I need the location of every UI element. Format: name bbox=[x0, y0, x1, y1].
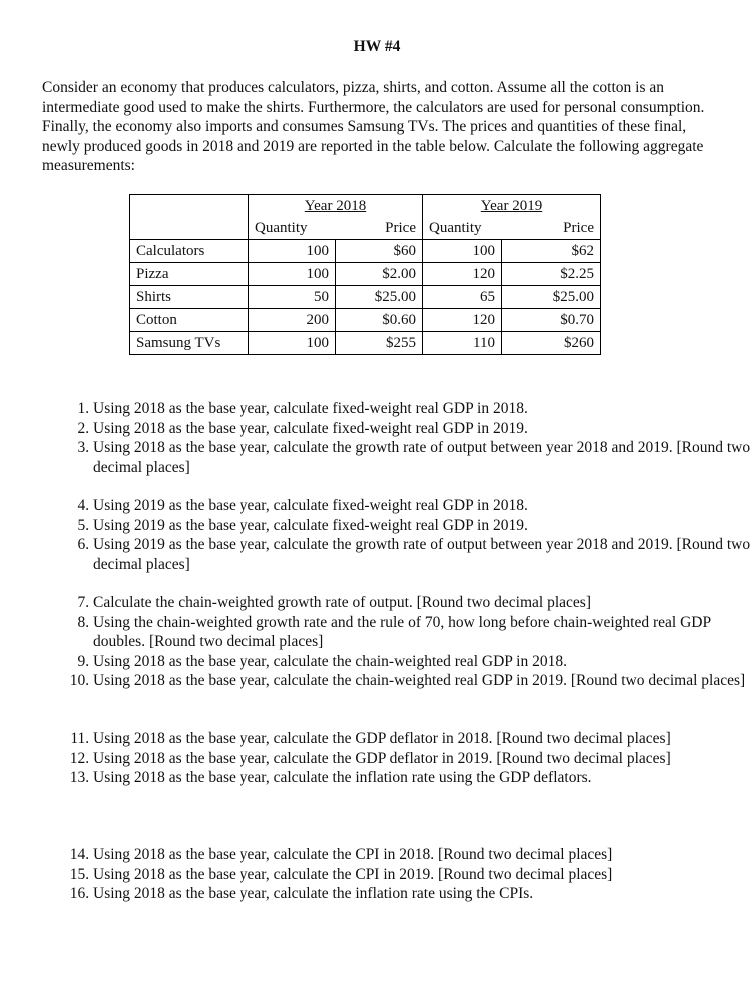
quantity-2018-cell: 100 bbox=[249, 263, 336, 286]
question-item: 11. Using 2018 as the base year, calculate the GDP deflator in 2018. [Round two decimal places] bbox=[93, 729, 753, 749]
price-2018-header: Price bbox=[336, 217, 423, 240]
question-group bbox=[42, 399, 753, 477]
question-item: 4. Using 2019 as the base year, calculate fixed-weight real GDP in 2018. bbox=[93, 496, 753, 516]
year-2018-header: Year 2018 bbox=[249, 195, 423, 218]
price-2019-cell: $0.70 bbox=[502, 309, 601, 332]
page-title: HW #4 bbox=[353, 38, 401, 55]
question-item: 12. Using 2018 as the base year, calculate the GDP deflator in 2019. [Round two decimal places] bbox=[93, 749, 753, 769]
price-2019-cell: $62 bbox=[502, 240, 601, 263]
quantity-2019-cell: 120 bbox=[423, 309, 502, 332]
table-body bbox=[130, 240, 601, 355]
table-corner-cell bbox=[130, 195, 249, 240]
question-item: 5. Using 2019 as the base year, calculate fixed-weight real GDP in 2019. bbox=[93, 516, 753, 536]
question-item: 10. Using 2018 as the base year, calculate the chain-weighted real GDP in 2019. [Round two decimal places] bbox=[93, 671, 753, 691]
table-row bbox=[130, 263, 601, 286]
table-row bbox=[130, 309, 601, 332]
table-row bbox=[130, 240, 601, 263]
question-item: 7. Calculate the chain-weighted growth rate of output. [Round two decimal places] bbox=[93, 593, 753, 613]
row-label: Cotton bbox=[130, 309, 249, 332]
row-label: Shirts bbox=[130, 286, 249, 309]
question-group bbox=[42, 593, 753, 691]
quantity-2019-cell: 65 bbox=[423, 286, 502, 309]
table-year-header-row bbox=[130, 195, 601, 218]
price-2018-cell: $2.00 bbox=[336, 263, 423, 286]
question-group bbox=[42, 729, 753, 788]
quantity-2019-cell: 110 bbox=[423, 332, 502, 355]
row-label: Samsung TVs bbox=[130, 332, 249, 355]
quantity-2019-cell: 100 bbox=[423, 240, 502, 263]
price-2018-cell: $0.60 bbox=[336, 309, 423, 332]
question-item: 16. Using 2018 as the base year, calculate the inflation rate using the CPIs. bbox=[93, 884, 753, 904]
quantity-2018-cell: 200 bbox=[249, 309, 336, 332]
question-group bbox=[42, 845, 753, 904]
question-item: 13. Using 2018 as the base year, calculate the inflation rate using the GDP deflators. bbox=[93, 768, 753, 788]
intro-paragraph: Consider an economy that produces calculators, pizza, shirts, and cotton. Assume all the cotton is an intermediate good used to make the shirts. Furthermore, the calculators are used for personal consumption. Finally, the economy also imports and consumes Samsung TVs. The prices and quantities of these final, newly produced goods in 2018 and 2019 are reported in the table below. Calculate the following aggregate measurements: bbox=[42, 79, 705, 174]
price-2018-cell: $255 bbox=[336, 332, 423, 355]
question-item: 3. Using 2018 as the base year, calculate the growth rate of output between year 2018 and 2019. [Round two decimal places] bbox=[93, 438, 753, 477]
price-2019-cell: $2.25 bbox=[502, 263, 601, 286]
row-label: Calculators bbox=[130, 240, 249, 263]
price-2019-header: Price bbox=[502, 217, 601, 240]
quantity-2018-cell: 50 bbox=[249, 286, 336, 309]
question-item: 15. Using 2018 as the base year, calculate the CPI in 2019. [Round two decimal places] bbox=[93, 865, 753, 885]
question-item: 2. Using 2018 as the base year, calculate fixed-weight real GDP in 2019. bbox=[93, 419, 753, 439]
price-2019-cell: $25.00 bbox=[502, 286, 601, 309]
quantity-2019-cell: 120 bbox=[423, 263, 502, 286]
row-label: Pizza bbox=[130, 263, 249, 286]
year-2019-header: Year 2019 bbox=[423, 195, 601, 218]
question-group bbox=[42, 496, 753, 574]
quantity-2018-cell: 100 bbox=[249, 332, 336, 355]
quantity-2018-cell: 100 bbox=[249, 240, 336, 263]
quantity-2019-header: Quantity bbox=[423, 217, 502, 240]
question-item: 14. Using 2018 as the base year, calculate the CPI in 2018. [Round two decimal places] bbox=[93, 845, 753, 865]
table-row bbox=[130, 332, 601, 355]
question-item: 9. Using 2018 as the base year, calculate the chain-weighted real GDP in 2018. bbox=[93, 652, 753, 672]
price-2018-cell: $60 bbox=[336, 240, 423, 263]
question-item: 6. Using 2019 as the base year, calculate the growth rate of output between year 2018 and 2019. [Round two decimal places] bbox=[93, 535, 753, 574]
question-item: 8. Using the chain-weighted growth rate and the rule of 70, how long before chain-weighted real GDP doubles. [Round two decimal places] bbox=[93, 613, 753, 652]
price-2018-cell: $25.00 bbox=[336, 286, 423, 309]
table-row bbox=[130, 286, 601, 309]
quantity-2018-header: Quantity bbox=[249, 217, 336, 240]
question-item: 1. Using 2018 as the base year, calculate fixed-weight real GDP in 2018. bbox=[93, 399, 753, 419]
price-2019-cell: $260 bbox=[502, 332, 601, 355]
price-quantity-table bbox=[129, 194, 601, 355]
